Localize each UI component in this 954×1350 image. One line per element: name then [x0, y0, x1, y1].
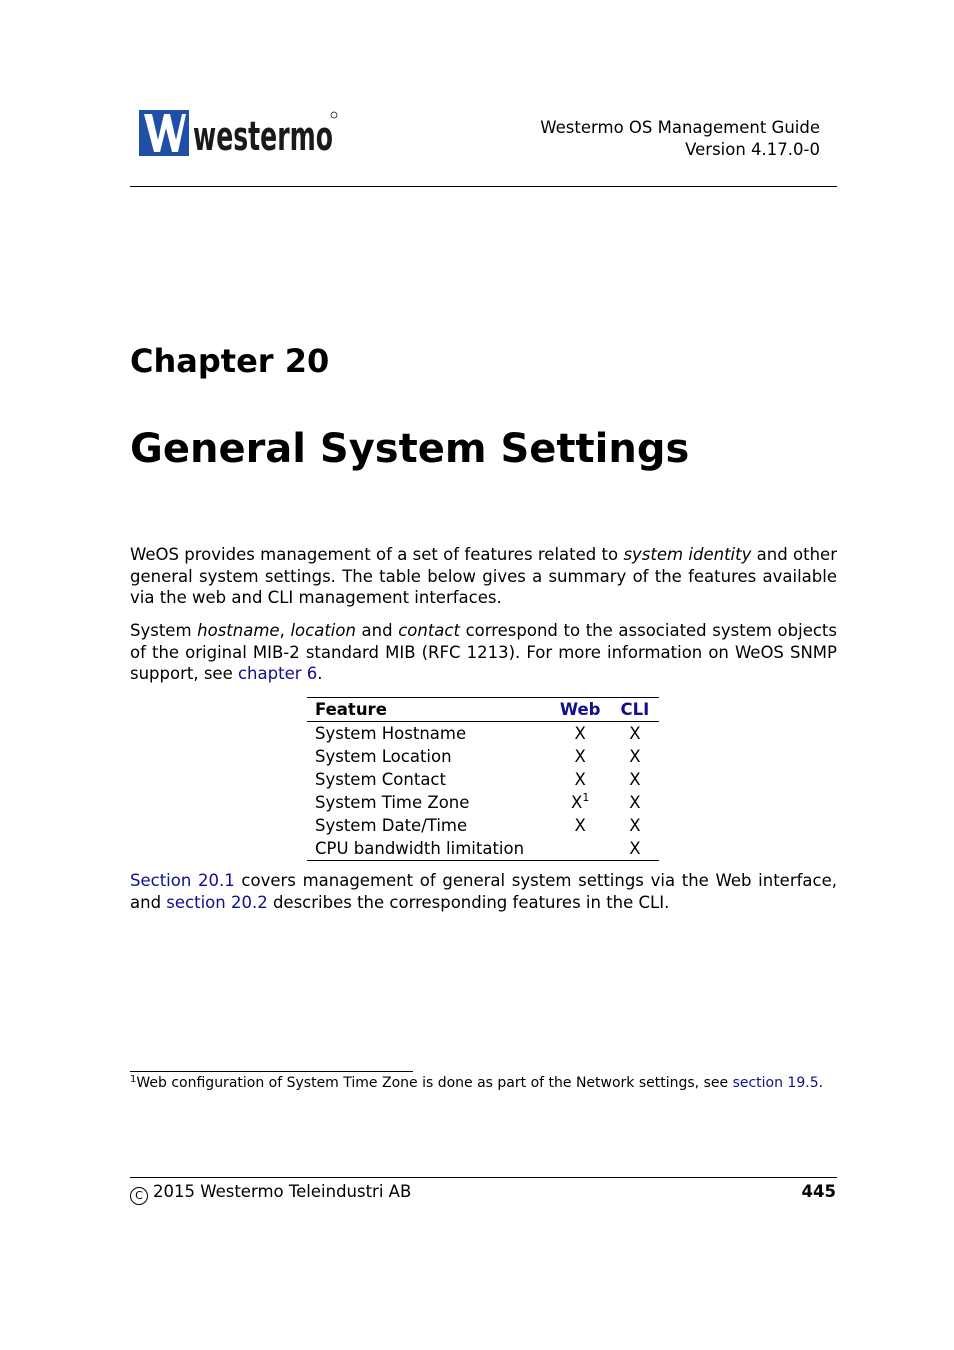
- header-divider: [130, 186, 837, 187]
- web-cell: [550, 745, 611, 768]
- cli-cell: X: [629, 839, 641, 858]
- header-web: Web: [559, 700, 601, 719]
- emphasis: location: [290, 621, 356, 640]
- feature-cell: System Time Zone: [315, 793, 470, 812]
- feature-cell: System Hostname: [315, 724, 467, 743]
- text-span: .: [317, 664, 323, 684]
- text-span: System: [130, 621, 198, 640]
- footnote: [130, 1074, 837, 1092]
- text-span: WeOS provides management of a set of features related to: [130, 545, 624, 564]
- copyright-text: 2015 Westermo Teleindustri AB: [153, 1182, 412, 1201]
- page-number: 445: [801, 1182, 836, 1201]
- feature-cell: System Date/Time: [315, 816, 468, 835]
- web-cell: [550, 722, 611, 746]
- logo-wordmark: westermo: [193, 114, 333, 160]
- footnote-ref[interactable]: 1: [582, 791, 590, 804]
- chapter-label: Chapter 20: [130, 342, 330, 380]
- sections-paragraph: [130, 870, 837, 913]
- feature-cell: System Location: [315, 747, 452, 766]
- cli-cell: X: [629, 724, 641, 743]
- header-cli: CLI: [620, 700, 650, 719]
- table-row: [307, 745, 659, 768]
- westermo-logo: [139, 110, 339, 158]
- text-span: .: [818, 1075, 824, 1091]
- table-header-row: [307, 698, 659, 722]
- text-span: covers management of general system settings via the Web interface, and: [130, 871, 837, 912]
- web-mark: X: [574, 724, 586, 743]
- text-span: describes the corresponding features in the CLI.: [267, 892, 670, 912]
- cli-cell: X: [629, 816, 641, 835]
- feature-table: [307, 697, 659, 861]
- table-row: [307, 722, 659, 746]
- header-feature: Feature: [315, 700, 387, 719]
- section-20-2-link[interactable]: section 20.2: [166, 892, 268, 912]
- feature-cell: System Contact: [315, 770, 446, 789]
- web-mark: X: [574, 816, 586, 835]
- cli-cell: X: [629, 770, 641, 789]
- text-span: correspond to the associated system objects of the original MIB-2 standard MIB (RFC 1213). For more information on WeOS SNMP support, see: [130, 621, 837, 684]
- text-span: and: [355, 621, 399, 640]
- web-mark: X: [574, 770, 586, 789]
- doc-title: Westermo OS Management Guide: [540, 118, 820, 137]
- intro-paragraph: [130, 544, 837, 609]
- footnote-mark: 1: [130, 1074, 137, 1085]
- chapter-6-link[interactable]: chapter 6: [237, 664, 318, 684]
- mib-paragraph: [130, 620, 837, 685]
- web-cell: [550, 814, 611, 837]
- web-cell: [550, 768, 611, 791]
- section-20-1-link[interactable]: Section 20.1: [130, 871, 235, 890]
- section-19-5-link[interactable]: section 19.5: [732, 1075, 819, 1091]
- web-mark: X: [571, 793, 583, 812]
- text-span: ,: [279, 621, 291, 640]
- emphasis: hostname: [197, 621, 280, 640]
- table-row: [307, 768, 659, 791]
- chapter-title: General System Settings: [130, 426, 690, 472]
- copyright-icon: C: [130, 1187, 148, 1205]
- emphasis: system identity: [623, 545, 752, 564]
- table-row: [307, 837, 659, 861]
- header-info: [540, 117, 820, 161]
- web-mark: X: [574, 747, 586, 766]
- web-cell: [550, 791, 611, 814]
- cli-cell: X: [629, 747, 641, 766]
- footnote-divider: [130, 1071, 413, 1072]
- copyright-line: [130, 1182, 411, 1205]
- table-row: [307, 791, 659, 814]
- emphasis: contact: [398, 621, 460, 640]
- web-cell: [550, 837, 611, 861]
- table-row: [307, 814, 659, 837]
- text-span: and other general system settings. The table below gives a summary of the features available via the web and CLI management interfaces.: [130, 545, 837, 608]
- cli-cell: X: [629, 793, 641, 812]
- westermo-logo-graphic: [139, 110, 339, 158]
- footnote-text: Web configuration of System Time Zone is done as part of the Network settings, see: [136, 1075, 733, 1091]
- feature-cell: CPU bandwidth limitation: [315, 839, 525, 858]
- footer-divider: [130, 1177, 837, 1178]
- doc-version: Version 4.17.0-0: [685, 140, 820, 159]
